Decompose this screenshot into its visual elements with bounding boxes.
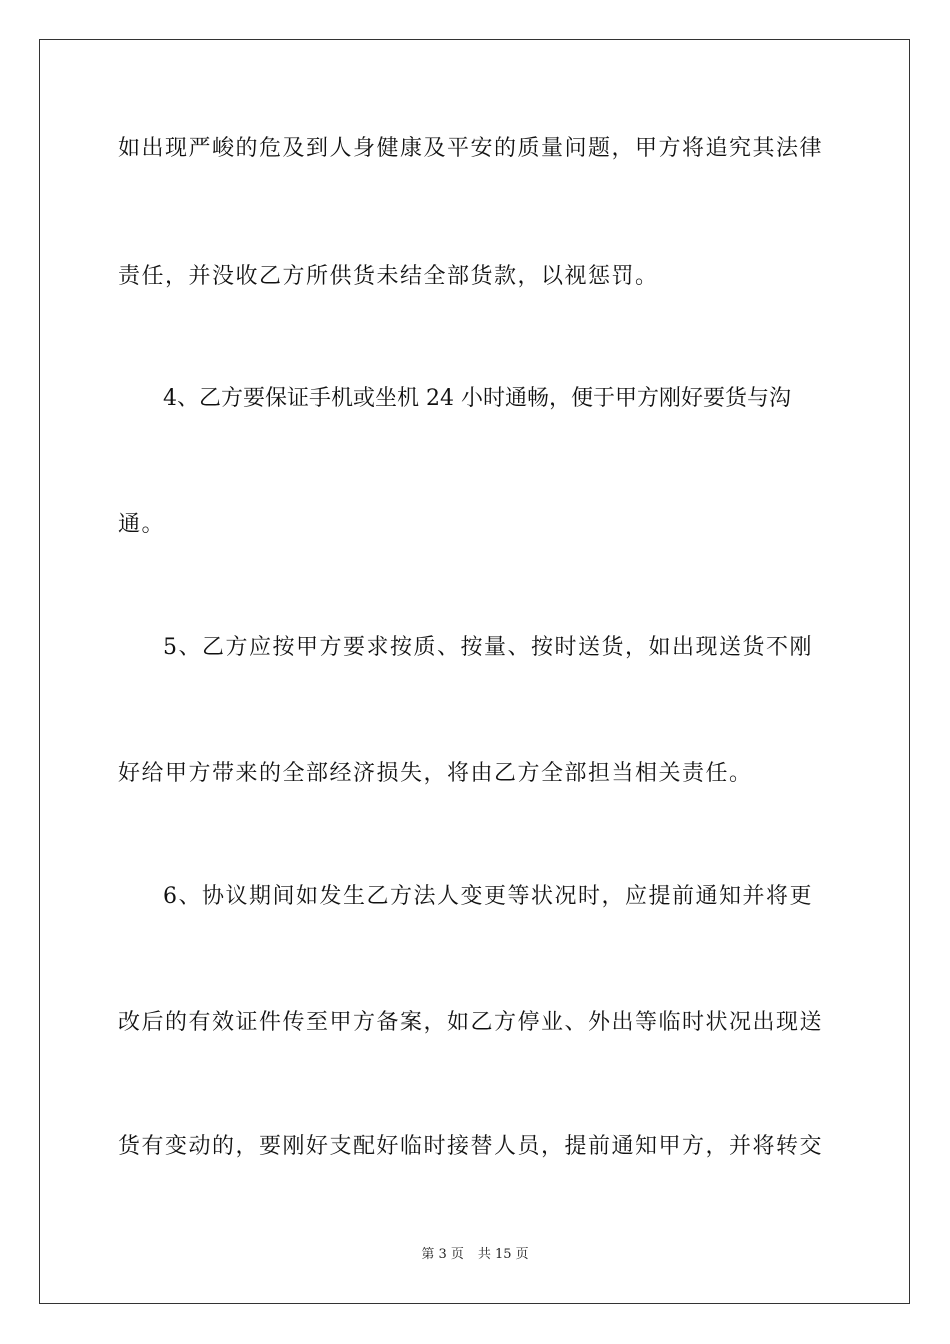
paragraph-line-item-4: 4、乙方要保证手机或坐机 24 小时通畅，便于甲方刚好要货与沟 <box>163 386 791 411</box>
paragraph-line: 改后的有效证件传至甲方备案，如乙方停业、外出等临时状况出现送 <box>118 1010 824 1035</box>
paragraph-line: 好给甲方带来的全部经济损失，将由乙方全部担当相关责任。 <box>118 761 753 786</box>
paragraph-line-item-5: 5、乙方应按甲方要求按质、按量、按时送货，如出现送货不刚 <box>163 635 813 660</box>
paragraph-line: 如出现严峻的危及到人身健康及平安的质量问题，甲方将追究其法律 <box>118 136 824 161</box>
page-total: 共 15 页 <box>477 1247 529 1262</box>
paragraph-line: 责任，并没收乙方所供货未结全部货款，以视惩罚。 <box>118 264 659 289</box>
paragraph-line-item-6: 6、协议期间如发生乙方法人变更等状况时，应提前通知并将更 <box>163 884 813 909</box>
paragraph-line: 货有变动的，要刚好支配好临时接替人员，提前通知甲方，并将转交 <box>118 1134 824 1159</box>
page-border <box>39 39 910 1304</box>
paragraph-line: 通。 <box>118 512 166 537</box>
page-number: 第 3 页 <box>421 1247 464 1262</box>
page-footer <box>0 1246 950 1264</box>
